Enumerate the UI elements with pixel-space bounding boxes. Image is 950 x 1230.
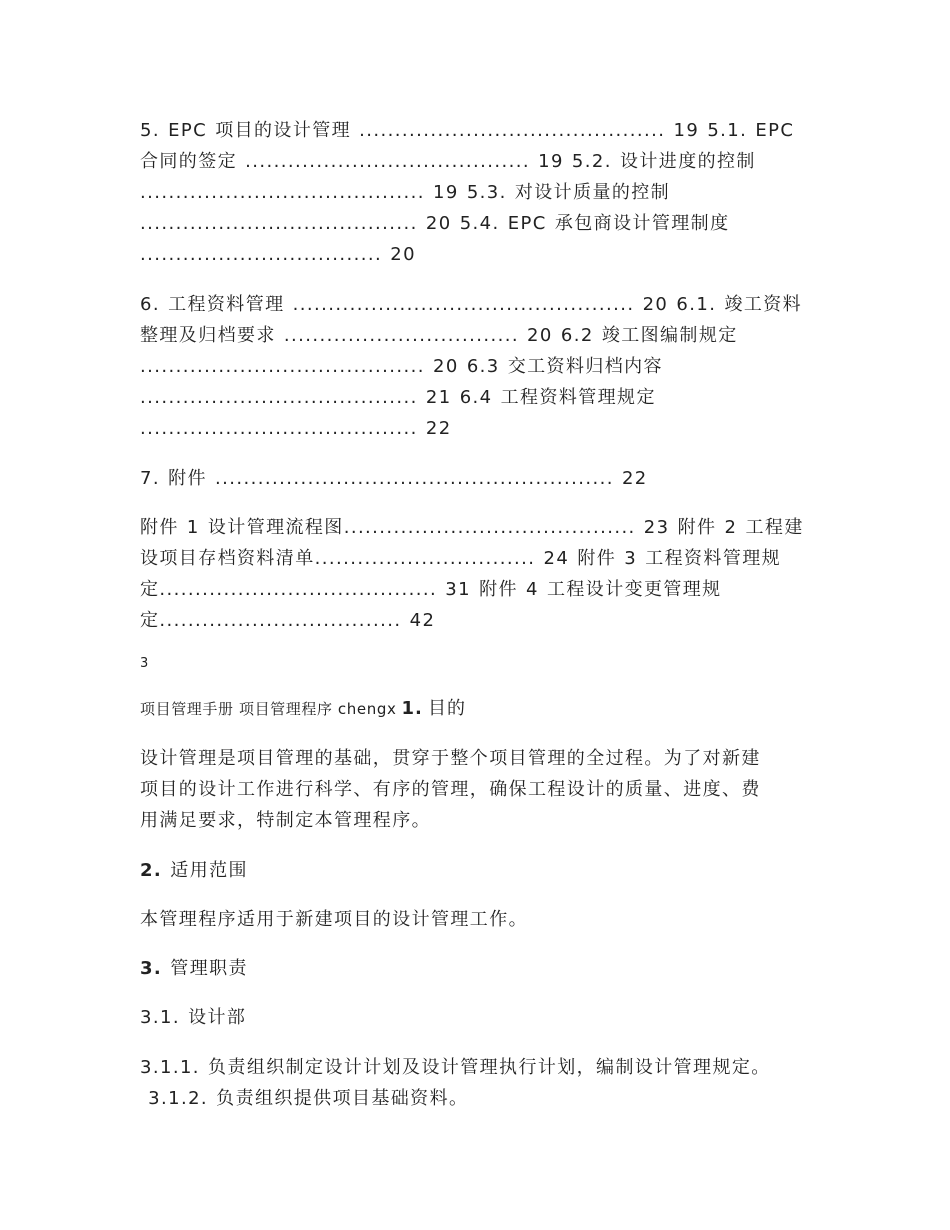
- running-header: [140, 696, 466, 722]
- body-line: 本管理程序适用于新建项目的设计管理工作。: [140, 909, 528, 930]
- body-line: 3.1.1. 负责组织制定设计计划及设计管理执行计划，编制设计管理规定。: [140, 1057, 771, 1078]
- section-3-title: 管理职责: [170, 958, 248, 979]
- section-2-heading: [140, 855, 815, 886]
- toc-line: 合同的签定 ........................................ 19 5.2. 设计进度的控制: [140, 151, 756, 172]
- body-line: 3.1. 设计部: [140, 1007, 247, 1028]
- scope-paragraph: [140, 904, 815, 935]
- body-line: 3.1.2. 负责组织提供项目基础资料。: [140, 1088, 469, 1109]
- body-line: 用满足要求，特制定本管理程序。: [140, 810, 431, 831]
- purpose-paragraph: [140, 743, 815, 836]
- toc-line: 6. 工程资料管理 ................................................ 20 6.1. 竣工资料: [140, 294, 803, 315]
- section-1-number: 1.: [401, 698, 423, 719]
- toc-section-5: [140, 115, 815, 270]
- toc-line: 定....................................... 31 附件 4 工程设计变更管理规: [140, 579, 722, 600]
- toc-line: 定.................................. 42: [140, 610, 436, 631]
- toc-line: ........................................ 20 6.3 交工资料归档内容: [140, 356, 663, 377]
- toc-line: 7. 附件 ........................................................ 22: [140, 468, 648, 489]
- body-line: 项目的设计工作进行科学、有序的管理，确保工程设计的质量、进度、费: [140, 779, 761, 800]
- toc-line: 5. EPC 项目的设计管理 ........................................... 19 5.1. EPC: [140, 120, 795, 141]
- toc-line: 设项目存档资料清单............................... 24 附件 3 工程资料管理规: [140, 548, 782, 569]
- toc-line: .................................. 20: [140, 244, 416, 265]
- toc-line: ....................................... 21 6.4 工程资料管理规定: [140, 387, 656, 408]
- toc-line: 整理及归档要求 ................................. 20 6.2 竣工图编制规定: [140, 325, 738, 346]
- section-1-title: 目的: [428, 698, 466, 719]
- toc-attachments: [140, 512, 815, 636]
- toc-line: ........................................ 19 5.3. 对设计质量的控制: [140, 182, 671, 203]
- section-2-number: 2.: [140, 860, 163, 881]
- subsection-3-1: [140, 1002, 815, 1033]
- toc-line: ....................................... 22: [140, 418, 452, 439]
- toc-line: 附件 1 设计管理流程图......................................... 23 附件 2 工程建: [140, 517, 804, 538]
- section-3-number: 3.: [140, 958, 163, 979]
- section-3-heading: [140, 953, 815, 984]
- toc-line: ....................................... 20 5.4. EPC 承包商设计管理制度: [140, 213, 730, 234]
- toc-section-6: [140, 289, 815, 444]
- section-2-title: 适用范围: [170, 860, 248, 881]
- header-left-text: 项目管理手册 项目管理程序 chengx: [140, 700, 397, 718]
- page-number: 3: [140, 656, 149, 671]
- toc-section-7: [140, 463, 815, 494]
- body-line: 设计管理是项目管理的基础，贯穿于整个项目管理的全过程。为了对新建: [140, 748, 761, 769]
- subsection-3-1-items: [140, 1052, 815, 1114]
